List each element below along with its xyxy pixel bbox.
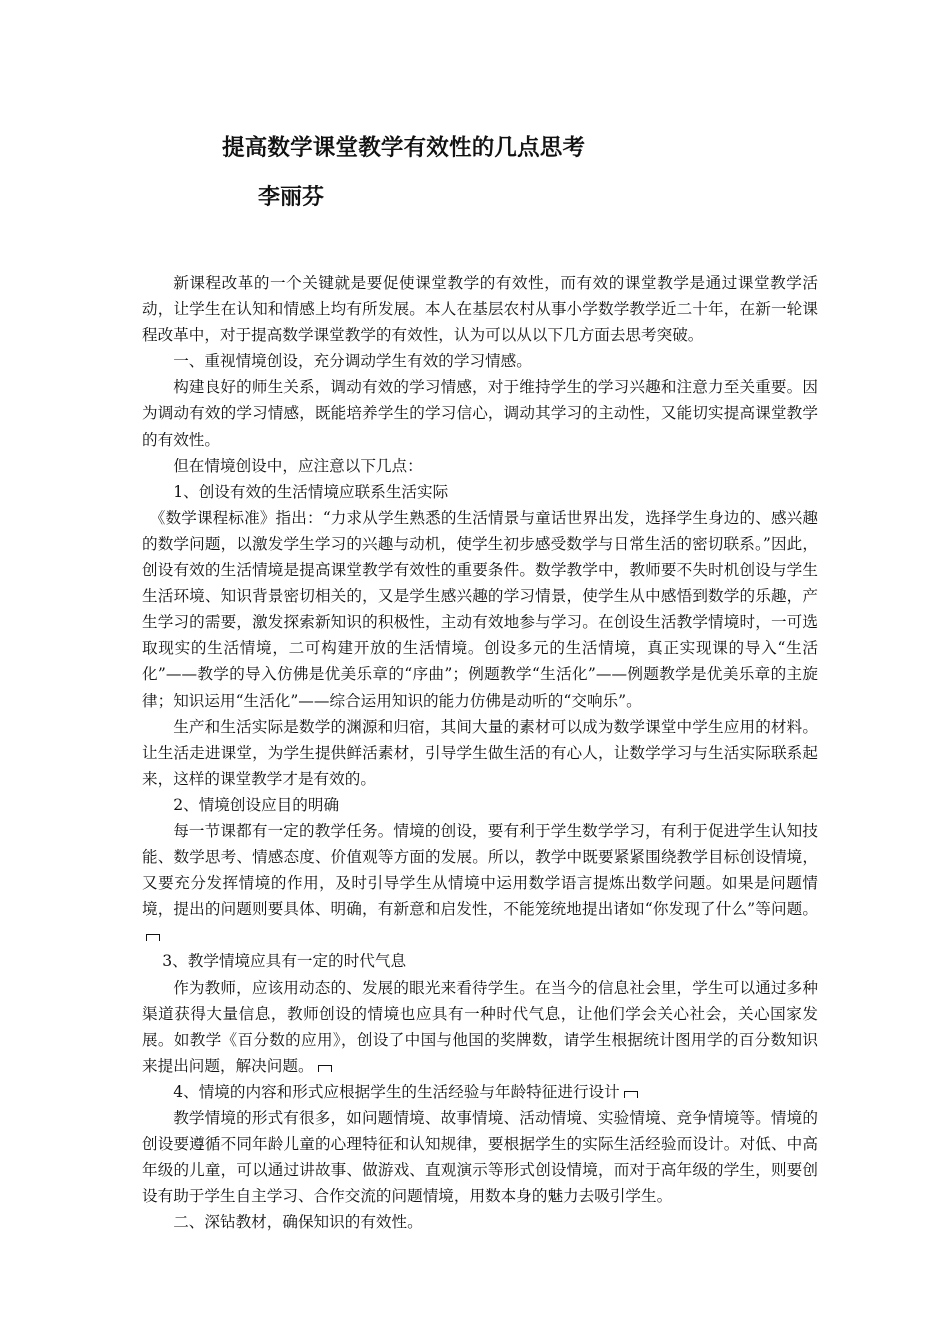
paragraph-with-mark bbox=[142, 818, 818, 948]
edit-mark-icon bbox=[146, 934, 160, 941]
document-title: 提高数学课堂教学有效性的几点思考 bbox=[222, 135, 586, 161]
subheading-4: 4、情境的内容和形式应根据学生的生活经验与年龄特征进行设计 bbox=[173, 1082, 620, 1101]
paragraph-with-mark bbox=[142, 975, 818, 1079]
heading-section-1: 一、重视情境创设，充分调动学生有效的学习情感。 bbox=[173, 352, 532, 371]
paragraph-text: 作为教师，应该用动态的、发展的眼光来看待学生。在当今的信息社会里，学生可以通过多种渠道获得大量信息，教师创设的情境也应具有一种时代气息，让他们学会关心社会，关心国家发展。如教学《百分数的应用》，创设了中国与他国的奖牌数，请学生根据统计图用学的百分数知识来提出问题，解决问题。 bbox=[142, 978, 818, 1075]
paragraph: 教学情境的形式有很多，如问题情境、故事情境、活动情境、实验情境、竞争情境等。情境的创设要遵循不同年龄儿童的心理特征和认知规律，要根据学生的实际生活经验而设计。对低、中高年级的儿童，可以通过讲故事、做游戏、直观演示等形式创设情境，而对于高年级的学生，则要创设有助于学生自主学习、合作交流的问题情境，用数本身的魅力去吸引学生。 bbox=[142, 1109, 818, 1206]
paragraph: 构建良好的师生关系，调动有效的学习情感，对于维持学生的学习兴趣和注意力至关重要。因为调动有效的学习情感，既能培养学生的学习信心，调动其学习的主动性，又能切实提高课堂教学的有效性。 bbox=[142, 378, 818, 449]
edit-mark-icon bbox=[318, 1065, 332, 1072]
subheading-1: 1、创设有效的生活情境应联系生活实际 bbox=[173, 482, 449, 501]
subheading-2: 2、情境创设应目的明确 bbox=[173, 795, 340, 814]
paragraph: 《数学课程标准》指出：“力求从学生熟悉的生活情景与童话世界出发，选择学生身边的、感兴趣的数学问题，以激发学生学习的兴趣与动机，使学生初步感受数学与日常生活的密切联系。”因此，创设有效的生活情境是提高课堂教学有效性的重要条件。数学教学中，教师要不失时机创设与学生生活环境、知识背景密切相关的，又是学生感兴趣的学习情景，使学生从中感悟到数学的乐趣，产生学习的需要，激发探索新知识的积极性，主动有效地参与学习。在创设生活教学情境时，一可选取现实的生活情境，二可构建开放的生活情境。创设多元的生活情境，真正实现课的导入“生活化”——教学的导入仿佛是优美乐章的“序曲”；例题教学“生活化”——例题教学是优美乐章的主旋律；知识运用“生活化”——综合运用知识的能力仿佛是动听的“交响乐”。 bbox=[142, 508, 818, 710]
paragraph-intro: 新课程改革的一个关键就是要促使课堂教学的有效性，而有效的课堂教学是通过课堂教学活动，让学生在认知和情感上均有所发展。本人在基层农村从事小学数学教学近二十年，在新一轮课程改革中，对于提高数学课堂教学的有效性，认为可以从以下几方面去思考突破。 bbox=[142, 274, 818, 345]
subheading-3: 3、教学情境应具有一定的时代气息 bbox=[162, 952, 407, 971]
document-body bbox=[142, 270, 818, 1235]
subheading-4-with-mark bbox=[142, 1079, 818, 1105]
document-author: 李丽芬 bbox=[258, 185, 325, 210]
heading-section-2: 二、深钻教材，确保知识的有效性。 bbox=[173, 1213, 423, 1232]
paragraph-text: 每一节课都有一定的教学任务。情境的创设，要有利于学生数学学习，有利于促进学生认知技能、数学思考、情感态度、价值观等方面的发展。所以，教学中既要紧紧围绕教学目标创设情境，又要充分发挥情境的作用，及时引导学生从情境中运用数学语言提炼出数学问题。如果是问题情境，提出的问题则要具体、明确，有新意和启发性，不能笼统地提出诸如“你发现了什么”等问题。 bbox=[142, 821, 818, 919]
paragraph: 生产和生活实际是数学的渊源和归宿，其间大量的素材可以成为数学课堂中学生应用的材料。让生活走进课堂，为学生提供鲜活素材，引导学生做生活的有心人，让数学学习与生活实际联系起来，这样的课堂教学才是有效的。 bbox=[142, 717, 818, 788]
edit-mark-icon bbox=[624, 1091, 638, 1098]
paragraph: 但在情境创设中，应注意以下几点： bbox=[173, 456, 423, 475]
